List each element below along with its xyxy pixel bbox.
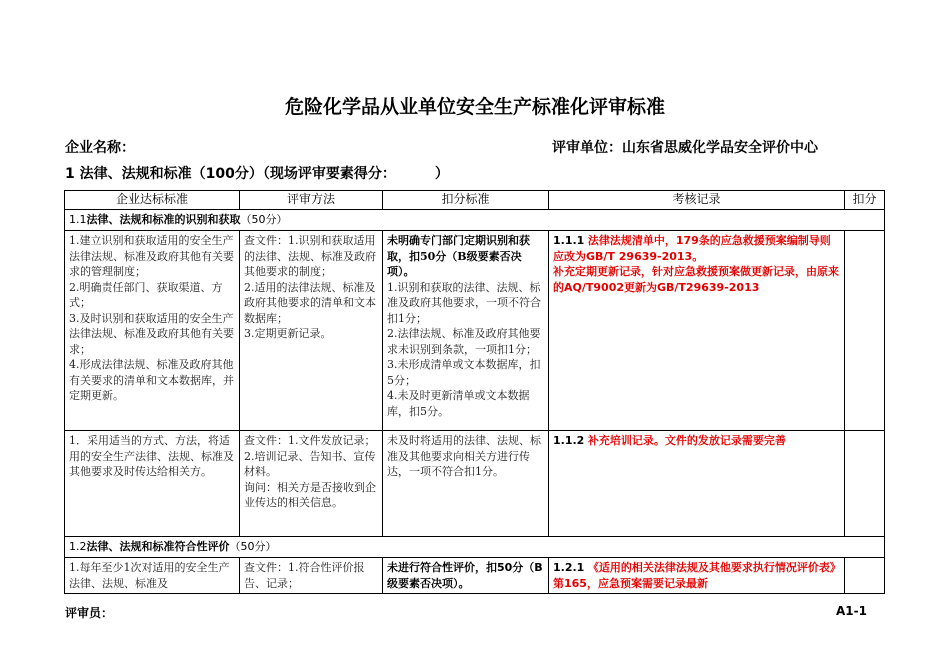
record-note: 补充定期更新记录，针对应急救援预案做更新记录，由原来的AQ/T9002更新为GB/T29639-2013: [553, 265, 839, 294]
col-header-record: 考核记录: [549, 191, 845, 210]
standard-cell: [65, 231, 240, 431]
subsection-title: 法律、法规和标准的识别和获取: [86, 213, 241, 226]
points-cell: [845, 558, 885, 594]
subsection-number: 1.1: [69, 213, 87, 226]
subsection-row: [65, 537, 885, 558]
method-text: 查文件：1.符合性评价报告、记录；: [244, 561, 365, 590]
record-cell: [549, 558, 845, 594]
standard-item: 1.建立识别和获取适用的安全生产法律法规、标准及政府其他有关要求的管理制度；: [69, 234, 234, 278]
section-heading: 1 法律、法规和标准（100分）（现场评审要素得分： ）: [65, 166, 449, 182]
method-item: 查文件：1.文件发放记录；: [244, 434, 376, 447]
record-cell: [549, 431, 845, 537]
deduction-cell: 未及时将适用的法律、法规、标准及其他要求向相关方进行传达，一项不符合扣1分。: [383, 431, 549, 537]
col-header-points: 扣分: [845, 191, 885, 210]
record-note: 法律法规清单中，179条的应急救援预案编制导则应改为GB/T 29639-2013。: [553, 234, 831, 263]
points-cell: [845, 431, 885, 537]
method-item: 查文件：1.识别和获取适用的法律、法规、标准及政府其他要求的制度；: [244, 234, 376, 278]
subsection-1-1: [65, 210, 885, 231]
veto-clause: 未进行符合性评价，扣50分（B级要素否决项）。: [387, 561, 543, 590]
table-row: [65, 231, 885, 431]
record-cell: [549, 231, 845, 431]
deduction-cell: [383, 558, 549, 594]
points-cell: [845, 231, 885, 431]
record-note: 补充培训记录。文件的发放记录需要完善: [587, 434, 786, 447]
method-cell: [240, 558, 383, 594]
standard-item: 2.明确责任部门、获取渠道、方式；: [69, 280, 223, 309]
deduction-cell: [383, 231, 549, 431]
col-header-standard: 企业达标标准: [65, 191, 240, 210]
method-cell: [240, 431, 383, 537]
col-header-deduction: 扣分标准: [383, 191, 549, 210]
deduction-item: 1.识别和获取的法律、法规、标准及政府其他要求，一项不符合扣1分；: [387, 280, 541, 325]
subsection-row: [65, 210, 885, 231]
subsection-score: （50分）: [229, 540, 277, 553]
col-header-method: 评审方法: [240, 191, 383, 210]
method-cell: [240, 231, 383, 431]
company-name-label: 企业名称：: [65, 140, 135, 156]
standard-text: 1.每年至少1次对适用的安全生产法律、法规、标准及: [69, 561, 230, 590]
standard-cell: 1．采用适当的方式、方法，将适用的安全生产法律、法规、标准及其他要求及时传达给相关方。: [65, 431, 240, 537]
subsection-title: 法律、法规和标准符合性评价: [86, 540, 230, 553]
record-number: 1.2.1: [553, 561, 585, 574]
deduction-item: 3.未形成清单或文本数据库，扣5分；: [387, 358, 541, 387]
table-row: [65, 431, 885, 537]
method-item: 3.定期更新记录。: [244, 327, 332, 340]
deduction-item: 2.法律法规、标准及政府其他要求未识别到条款，一项扣1分；: [387, 327, 541, 356]
method-item: 2.培训记录、告知书、宣传材料。: [244, 449, 376, 478]
reviewer-label: 评审员：: [65, 606, 114, 620]
subsection-score: （50分）: [240, 213, 288, 226]
record-wrap: [553, 560, 840, 591]
record-number: 1.1.2: [553, 434, 585, 447]
review-unit-label: 评审单位：山东省思威化学品安全评价中心: [552, 140, 818, 156]
subsection-1-2: [65, 537, 885, 558]
record-number: 1.1.1: [553, 234, 585, 247]
standard-item: 4.形成法律法规、标准及政府其他有关要求的清单和文本数据库，并定期更新。: [69, 358, 234, 402]
record-note: 《适用的相关法律法规及其他要求执行情况评价表》第165，应急预案需要记录最新: [553, 561, 836, 590]
document-title: 危险化学品从业单位安全生产标准化评审标准: [284, 96, 665, 118]
subsection-number: 1.2: [69, 540, 87, 553]
veto-clause: 未明确专门部门定期识别和获取，扣50分（B级要素否决项）。: [387, 234, 530, 278]
table-row: [65, 558, 885, 594]
standard-cell: [65, 558, 240, 594]
deduction-item: 4.未及时更新清单或文本数据库，扣5分。: [387, 389, 530, 418]
table-header-row: [65, 191, 885, 210]
page-code: A1-1: [836, 604, 867, 618]
method-item: 询问：相关方是否接收到企业传达的相关信息。: [244, 480, 376, 509]
method-item: 2.适用的法律法规、标准及政府其他要求的清单和文本数据库；: [244, 280, 376, 325]
standard-item: 3.及时识别和获取适用的安全生产法律法规、标准及政府其他有关要求；: [69, 311, 234, 356]
evaluation-table: [64, 190, 885, 594]
